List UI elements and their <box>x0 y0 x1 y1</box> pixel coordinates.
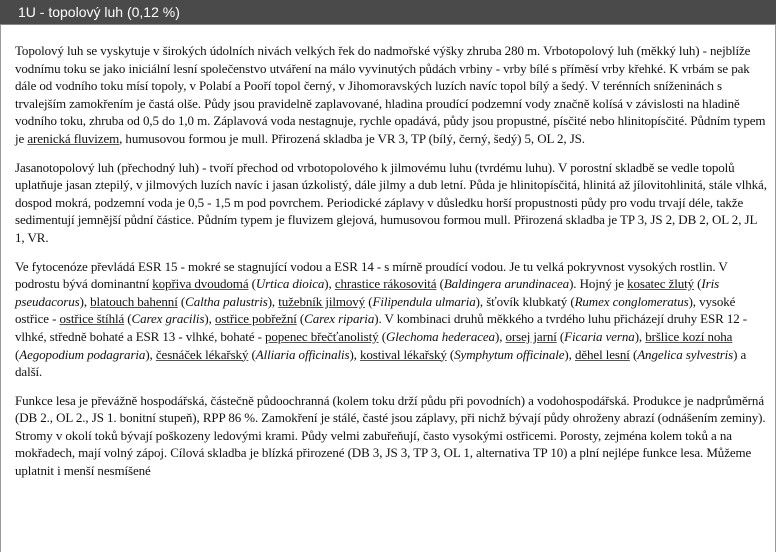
paragraph-ash-poplar: Jasanotopolový luh (přechodný luh) - tvoří přechod od vrbotopolového k jilmovému luhu (tvrdému luhu). V porostní skladbě se vedle topolů uplatňuje jasan ztepilý, v jilmových luzích navíc i jasan úzkolistý, dále jilmy a dub letní. Půda je hlinitopísčitá, hlinitá až jílovitohlinitá, stále vlhká, dospod mokrá, podzemní voda je 0,5 - 1,5 m pod povrchem. Periodické záplavy v důsledku horší propustnosti půdy pro vodu trvají déle, takže sedimentují jemnější půdní částice. Půdním typem je fluvizem glejová, humusovou formou mull. Přirozená skladba je TP 3, JS 2, DB 2, OL 2, JL 1, VR. <box>15 159 767 245</box>
link-tuzebnik-jilmovy[interactable]: tužebník jilmový <box>278 293 366 309</box>
section-title: 1U - topolový luh (0,12 %) <box>18 4 180 20</box>
paragraph-phytocenosis: Ve fytocenóze převládá ESR 15 - mokré se stagnující vodou a ESR 14 - s mírně proudící vodou. Je tu velká pokryvnost vysokých rostlin. V podrostu bývá dominantní kopřiva dvoudomá (Urtica dioica), chrastice rákosovitá (Baldingera arundinacea). Hojný je kosatec žlutý (Iris pseudacorus), blatouch bahenní (Caltha palustris), tužebník jilmový (Filipendula ulmaria), šťovík klubkatý (Rumex conglomeratus), vysoké ostřice - ostřice štíhlá (Carex gracilis), ostřice pobřežní (Carex riparia). V kombinaci druhů měkkého a tvrdého luhu přicházejí druhy ESR 12 - vlhké, středně bohaté a ESR 13 - vlhké, bohaté - popenec břečťanolistý (Glechoma hederacea), orsej jarní (Ficaria verna), bršlice kozí noha (Aegopodium podagraria), česnáček lékařský (Alliaria officinalis), kostival lékařský (Symphytum officinale), děhel lesní (Angelica sylvestris) a další. <box>15 258 748 380</box>
link-ostrice-stihla[interactable]: ostřice štíhlá <box>59 311 125 327</box>
paragraph-forest-function: Funkce lesa je převážně hospodářská, částečně půdoochranná (kolem toku drží půdu při povodních) a vodohospodářská. Produkce je nadprůměrná (DB 2., OL 2., JS 1. bonitní stupeň), RPP 86 %. Zamokření je stálé, časté jsou záplavy, při nichž bývají půdy ohroženy abrazí (odnášením zeminy). Stromy v okolí toků bývají poškozeny ledovými krami. Půdy velmi zabuřeňují, často vysokými ostřicemi. Porosty, zejména kolem toků a na mokřadech, mají volný zápoj. Cílová skladba je blízká přirozené (DB 3, JS 3, TP 3, OL 1, alternativa TP 10) a plní nejlépe funkce lesa. Můžeme uplatnit i menší nesmíšené <box>15 392 766 479</box>
link-blatouch-bahenni[interactable]: blatouch bahenní <box>90 293 178 309</box>
link-kostival-lekarsky[interactable]: kostival lékařský <box>359 346 447 362</box>
link-kosatec-zluty[interactable]: kosatec žlutý <box>627 276 695 292</box>
paragraph-willow-poplar: Topolový luh se vyskytuje v širokých údolních nivách velkých řek do nadmořské výšky zhruba 280 m. Vrbotopolový luh (měkký luh) - nejblíže vodnímu toku se jako iniciální lesní společenstvo utváření na málo vyvinutých půdách vrbiny - vrby bílé s příměsí vrby křehké. K vrbám se pak dále od vodního toku mísí topoly, v Polabí a Pooří topol černý, v Jihomoravských luzích navíc topol bílý a šedý. V terénních sníženinách s trvalejším zamokřením je častá olše. Půdy jsou pravidelně zaplavované, hladina proudící podzemní vody značně kolísá v závislosti na hladině vodního toku, zhruba od 0,5 do 1,0 m. Záplavová voda nestagnuje, rychle opadává, půdy jsou propustné, písčité nebo hlinitopísčité. Půdním typem je arenická fluvizem, humusovou formou je mull. Přirozená skladba je VR 3, TP (bílý, černý, šedý) 5, OL 2, JS. <box>15 43 766 146</box>
section-title-bar <box>0 0 776 25</box>
article-content <box>15 42 767 491</box>
link-orsej-jarni[interactable]: orsej jarní <box>505 328 557 344</box>
link-arenicka-fluvizem[interactable]: arenická fluvizem <box>27 130 120 146</box>
link-kopriva-dvoudoma[interactable]: kopřiva dvoudomá <box>152 276 249 292</box>
link-ostrice-pobrezni[interactable]: ostřice pobřežní <box>214 311 297 327</box>
link-chrastice-rakosovita[interactable]: chrastice rákosovitá <box>334 276 437 292</box>
link-popenec-brectanolisty[interactable]: popenec břečťanolistý <box>264 328 379 344</box>
link-cesnacek-lekarsky[interactable]: česnáček lékařský <box>155 346 249 362</box>
link-brslice-kozi-noha[interactable]: bršlice kozí noha <box>645 328 733 344</box>
link-dehel-lesni[interactable]: děhel lesní <box>574 346 630 362</box>
